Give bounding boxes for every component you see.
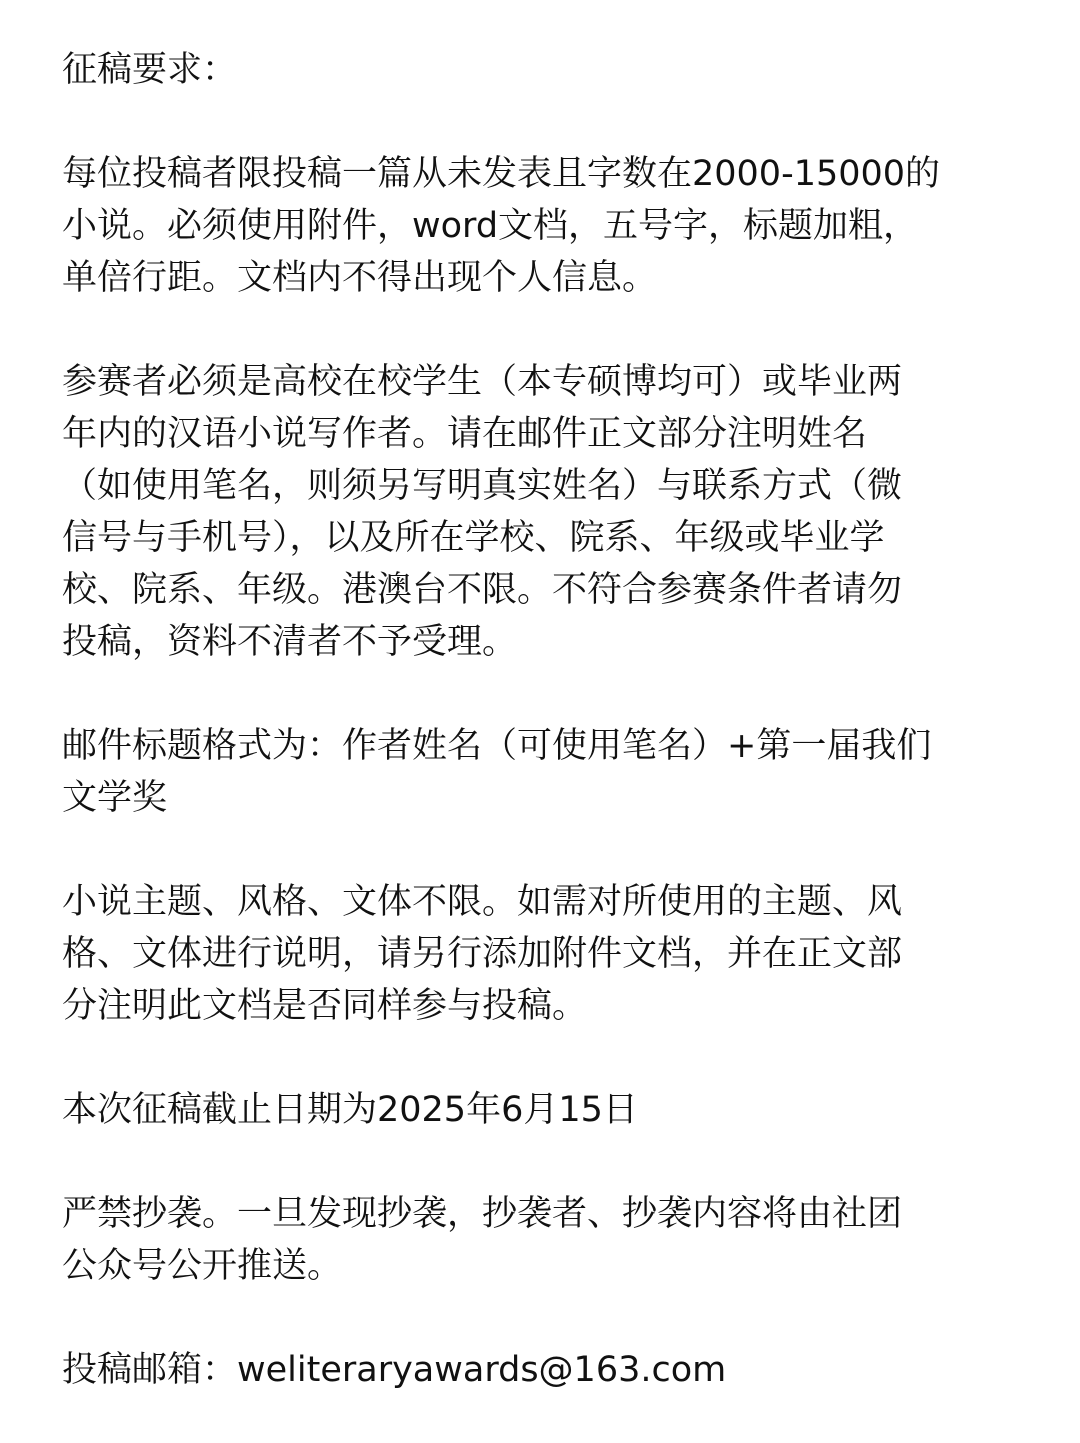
text-line: 文学奖 <box>62 778 168 818</box>
text-line: 小说主题、风格、文体不限。如需对所使用的主题、风 <box>62 882 903 922</box>
text-line: 格、文体进行说明，请另行添加附件文档，并在正文部 <box>62 934 903 974</box>
text-line: 单倍行距。文档内不得出现个人信息。 <box>62 258 658 298</box>
paragraph-email-subject-format <box>62 720 962 824</box>
text-line: 公众号公开推送。 <box>62 1246 343 1286</box>
text-line: 投稿，资料不清者不予受理。 <box>62 622 518 662</box>
paragraph-deadline <box>62 1084 962 1136</box>
text-line: （如使用笔名，则须另写明真实姓名）与联系方式（微 <box>62 466 903 506</box>
submission-email-text: 投稿邮箱：weliteraryawards@163.com <box>62 1350 727 1390</box>
heading: 征稿要求： <box>62 50 238 90</box>
paragraph-eligibility <box>62 356 962 668</box>
text-line: 本次征稿截止日期为2025年6月15日 <box>62 1090 638 1130</box>
paragraph-submission-rules <box>62 148 962 304</box>
text-line: 严禁抄袭。一旦发现抄袭，抄袭者、抄袭内容将由社团 <box>62 1194 903 1234</box>
text-line: 分注明此文档是否同样参与投稿。 <box>62 986 588 1026</box>
text-line: 年内的汉语小说写作者。请在邮件正文部分注明姓名 <box>62 414 868 454</box>
text-line: 小说。必须使用附件，word文档，五号字，标题加粗， <box>62 206 919 246</box>
paragraph-theme-style <box>62 876 962 1032</box>
paragraph-plagiarism <box>62 1188 962 1292</box>
submission-requirements-document <box>62 44 962 1396</box>
paragraph-submission-email <box>62 1344 962 1396</box>
text-line: 参赛者必须是高校在校学生（本专硕博均可）或毕业两 <box>62 362 903 402</box>
text-line: 信号与手机号），以及所在学校、院系、年级或毕业学 <box>62 518 885 558</box>
heading-paragraph <box>62 44 962 96</box>
text-line: 校、院系、年级。港澳台不限。不符合参赛条件者请勿 <box>62 570 903 610</box>
text-line: 每位投稿者限投稿一篇从未发表且字数在2000-15000的 <box>62 154 941 194</box>
text-line: 邮件标题格式为：作者姓名（可使用笔名）+第一届我们 <box>62 726 932 766</box>
